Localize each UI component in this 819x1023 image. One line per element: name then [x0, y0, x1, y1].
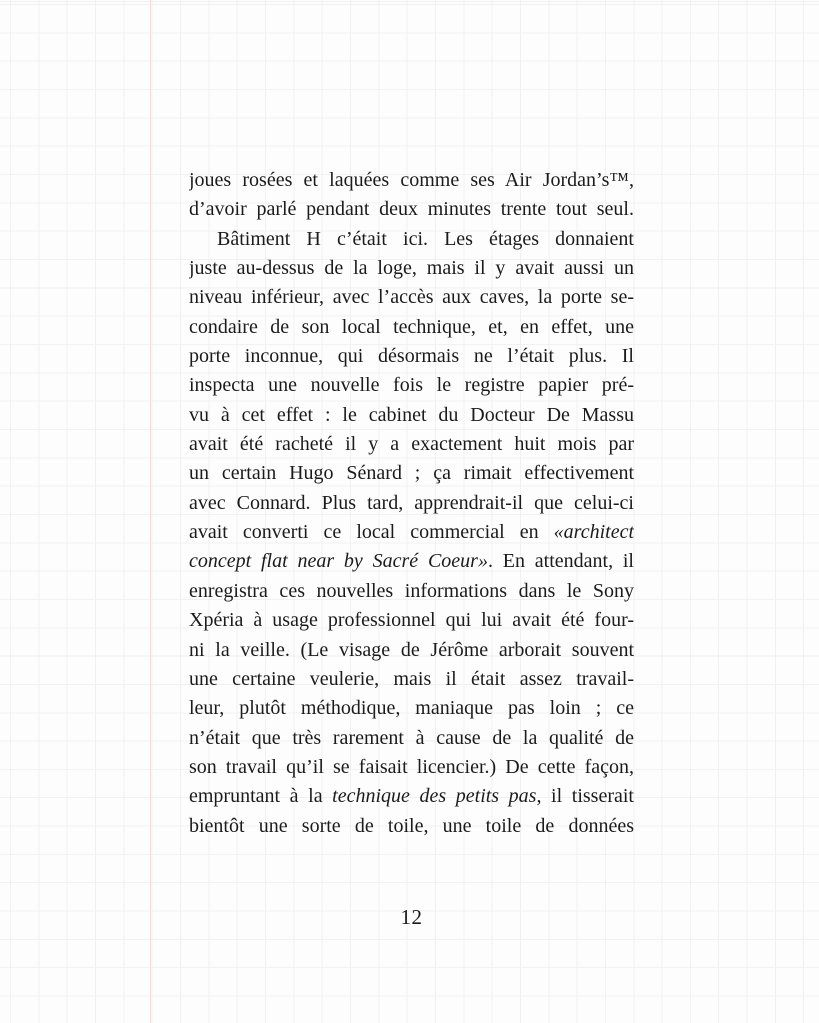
text-line [189, 401, 634, 430]
text-line [189, 459, 634, 488]
page-number: 12 [400, 905, 423, 929]
text-run: joues rosées et laquées comme ses Air Jordan’s™, [189, 169, 634, 191]
text-line [189, 254, 634, 283]
text-run: . En attendant, il [487, 550, 634, 573]
text-line [189, 283, 634, 312]
text-run: condaire de son local technique, et, en effet, une [189, 315, 634, 338]
text-run: juste au-dessus de la loge, mais il y avait aussi un [189, 257, 634, 280]
text-line [189, 665, 634, 694]
text-line [189, 430, 634, 459]
text-run: ni la veille. (Le visage de Jérôme arborait souvent [189, 638, 634, 661]
text-run: enregistra ces nouvelles informations dans le Sony [189, 579, 634, 602]
text-line [189, 724, 634, 753]
text-run: n’était que très rarement à cause de la qualité de [189, 726, 634, 749]
italic-run: technique des petits pas [332, 785, 537, 808]
text-run: porte inconnue, qui désormais ne l’était plus. Il [189, 345, 634, 368]
text-block [189, 166, 634, 841]
text-line [189, 195, 634, 224]
text-run: Xpéria à usage professionnel qui lui avait été four- [189, 609, 634, 632]
text-run: inspecta une nouvelle fois le registre papier pré- [189, 374, 634, 397]
text-run: Bâtiment H c’était ici. Les étages donnaient [217, 227, 634, 250]
text-run: empruntant à la [189, 785, 333, 808]
text-line [189, 225, 634, 254]
text-run: leur, plutôt méthodique, maniaque pas loin ; ce [189, 697, 634, 720]
margin-line [150, 0, 151, 1023]
text-line [189, 489, 634, 518]
text-line [189, 606, 634, 635]
text-run: , il tisserait [536, 785, 634, 808]
italic-run: «architect [553, 521, 634, 544]
text-run: un certain Hugo Sénard ; ça rimait effectivement [189, 462, 634, 485]
text-line [189, 313, 634, 342]
text-line [189, 166, 634, 195]
text-line [189, 694, 634, 723]
text-line [189, 577, 634, 606]
text-line [189, 753, 634, 782]
italic-run: concept flat near by Sacré Coeur» [189, 550, 488, 573]
text-line [189, 812, 634, 841]
text-run: avait converti ce local commercial en [189, 521, 554, 544]
text-run: avait été racheté il y a exactement huit mois par [189, 433, 634, 456]
text-run: son travail qu’il se faisait licencier.) De cette façon, [189, 755, 634, 778]
text-run: avec Connard. Plus tard, apprendrait-il que celui-ci [189, 491, 634, 514]
text-line [189, 342, 634, 371]
text-line [189, 636, 634, 665]
text-run: bientôt une sorte de toile, une toile de données [189, 814, 634, 837]
text-run: d’avoir parlé pendant deux minutes trente tout seul. [189, 198, 634, 221]
text-line [189, 518, 634, 547]
text-line [189, 371, 634, 400]
text-line [189, 782, 634, 811]
text-line [189, 547, 634, 576]
text-run: une certaine veulerie, mais il était assez travail- [189, 667, 634, 690]
text-run: vu à cet effet : le cabinet du Docteur De Massu [189, 403, 634, 426]
text-run: niveau inférieur, avec l’accès aux caves, la porte se- [189, 286, 634, 309]
